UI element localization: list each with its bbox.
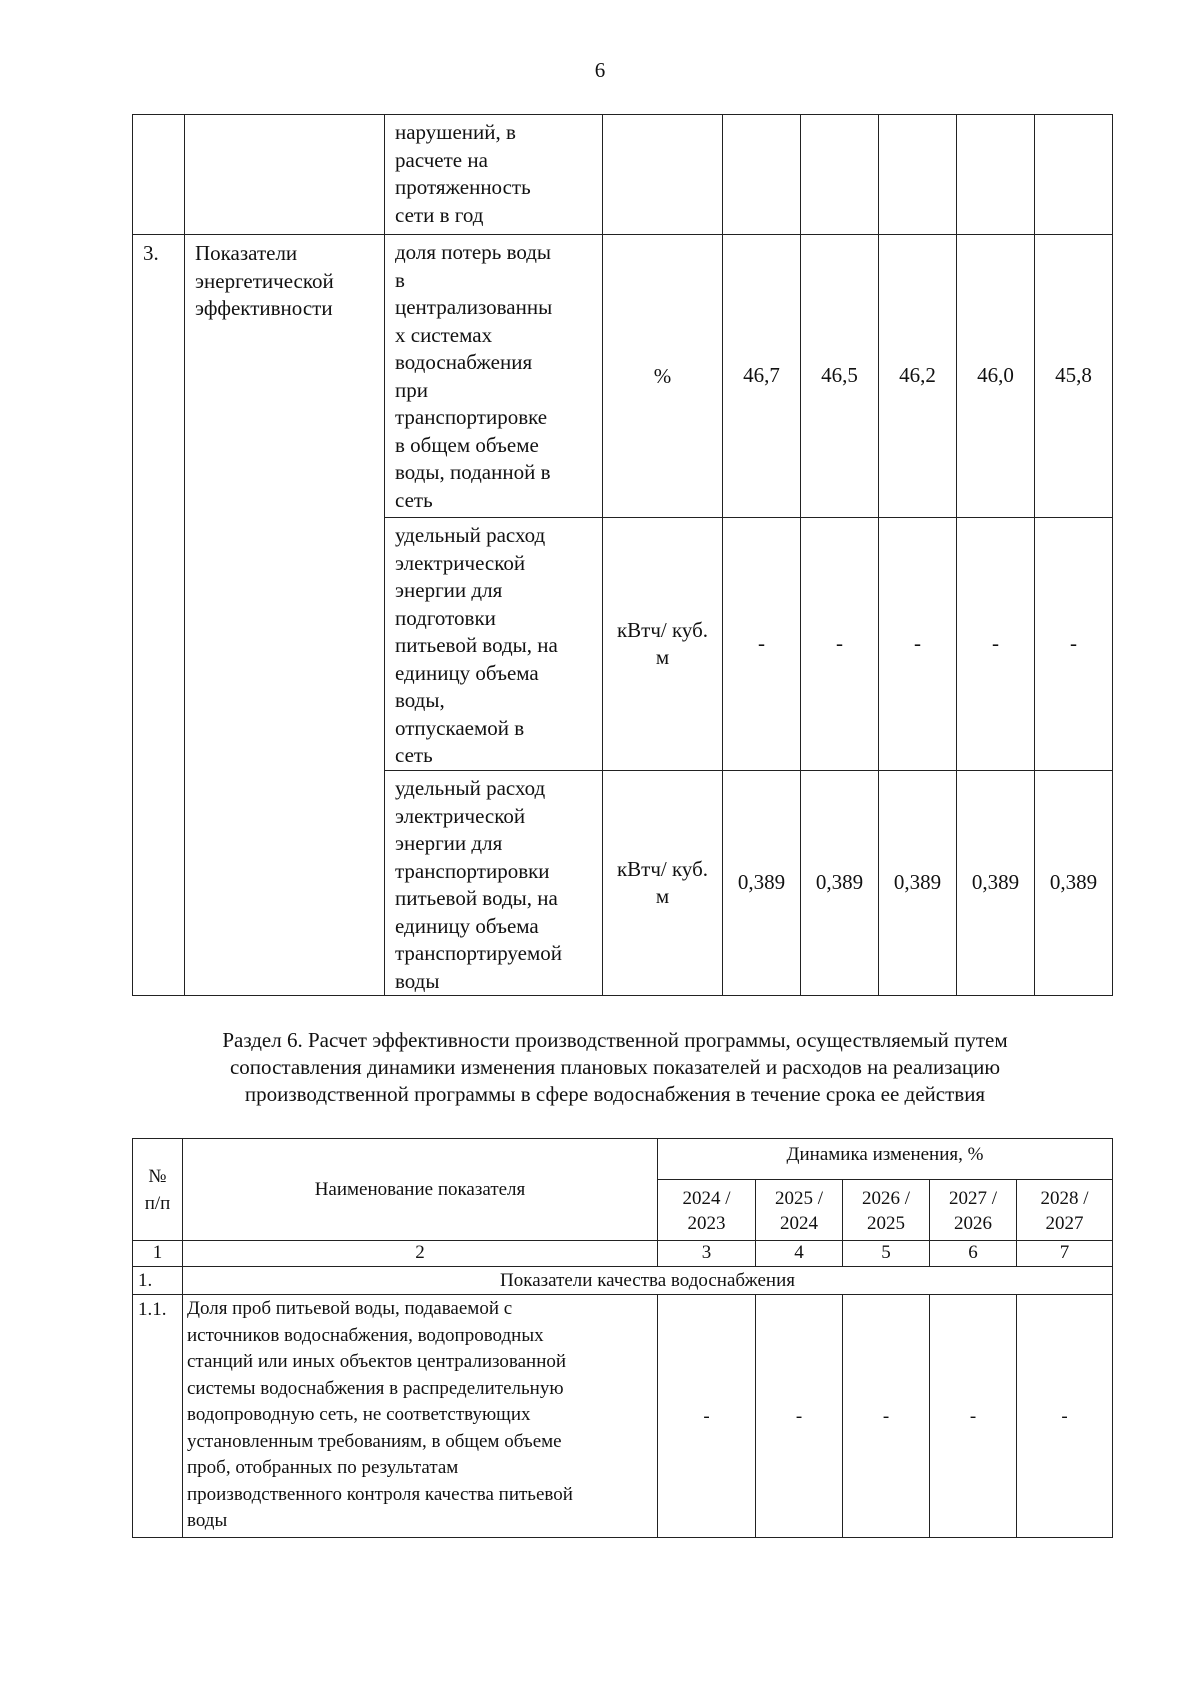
column-number-cell: 5 — [843, 1241, 930, 1267]
group-cell — [185, 115, 385, 235]
unit-cell — [603, 235, 723, 518]
indicator-line: в — [395, 267, 405, 292]
header-year-cell — [756, 1180, 843, 1241]
indicator-line: водоснабжения — [395, 350, 533, 374]
indicator-line: воды — [395, 968, 440, 993]
indicator-line: транспортируемой — [395, 941, 562, 965]
group-number-cell: 3. — [133, 235, 185, 996]
indicator-line: при — [395, 377, 428, 402]
indicator-line: доля потерь воды — [395, 240, 552, 264]
value-cell: - — [801, 518, 879, 771]
value-cell: 0,389 — [879, 771, 957, 996]
indicator-cell — [385, 771, 603, 996]
section-label-cell: Показатели качества водоснабжения — [183, 1267, 1113, 1295]
indicator-line: единицу объема — [395, 660, 539, 685]
row-name-line: водопроводную сеть, не соответствующих — [187, 1404, 531, 1425]
row-name-line: источников водоснабжения, водопроводных — [187, 1324, 544, 1346]
num-cell — [133, 115, 185, 235]
indicator-line: энергии для — [395, 831, 503, 855]
indicator-line: протяженность — [395, 175, 531, 199]
header-year-line: 2026 — [954, 1213, 992, 1234]
column-number-cell: 6 — [930, 1241, 1017, 1267]
section-title-line: Раздел 6. Расчет эффективности производственной программы, осуществляемый путем — [222, 1028, 1008, 1052]
unit-line: м — [655, 645, 670, 669]
indicator-line: сеть — [395, 743, 433, 767]
group-name-line: Показатели — [195, 241, 298, 265]
value-cell: 46,5 — [801, 235, 879, 518]
value-cell: - — [957, 518, 1035, 771]
indicator-line: удельный расход — [395, 523, 546, 547]
indicator-line: электрической — [395, 550, 526, 575]
value-cell: 0,389 — [1035, 771, 1113, 996]
value-cell — [801, 115, 879, 235]
unit-cell — [603, 771, 723, 996]
unit-line: кВтч/ куб. — [616, 857, 709, 881]
indicator-cell — [385, 235, 603, 518]
column-numbers-row — [133, 1241, 1113, 1267]
header-year-line: 2027 — [1045, 1213, 1084, 1234]
group-name-line: эффективности — [195, 296, 333, 320]
section-title-line: сопоставления динамики изменения плановых показателей и расходов на реализацию — [229, 1055, 1001, 1079]
value-cell: 45,8 — [1035, 235, 1113, 518]
value-cell: 0,389 — [723, 771, 801, 996]
unit-line: м — [655, 884, 670, 908]
value-cell — [957, 115, 1035, 235]
indicator-line: питьевой воды, на — [395, 633, 558, 657]
indicator-line: расчете на — [395, 147, 488, 172]
row-name-line: производственного контроля качества питьевой — [187, 1483, 573, 1505]
header-year-line: 2024 / — [682, 1188, 731, 1209]
value-cell — [723, 115, 801, 235]
value-cell: 46,2 — [879, 235, 957, 518]
header-year-cell — [658, 1180, 756, 1241]
header-year-cell — [843, 1180, 930, 1241]
unit-line: кВтч/ куб. — [616, 618, 709, 642]
table-row — [133, 1295, 1113, 1538]
table-row-continuation — [133, 115, 1113, 235]
header-year-line: 2027 / — [948, 1188, 998, 1209]
indicators-table — [132, 114, 1113, 996]
section-title — [150, 1027, 1080, 1108]
section-title-line: производственной программы в сфере водоснабжения в течение срока ее действия — [244, 1082, 986, 1106]
row-name-line: воды — [187, 1510, 228, 1531]
column-number-cell: 3 — [658, 1241, 756, 1267]
header-year-line: 2025 / — [774, 1188, 824, 1209]
row-name-line: станций или иных объектов централизованной — [187, 1351, 567, 1372]
indicator-line: питьевой воды, на — [395, 886, 558, 910]
indicator-line: удельный расход — [395, 776, 546, 800]
header-row — [133, 1139, 1113, 1180]
row-num-cell: 1.1. — [133, 1295, 183, 1538]
group-name-line: энергетической — [195, 268, 334, 293]
value-cell: - — [1035, 518, 1113, 771]
table-row — [133, 235, 1113, 518]
indicator-line: х системах — [395, 322, 493, 347]
indicator-line: сеть — [395, 487, 433, 512]
header-year-line: 2025 — [867, 1213, 905, 1234]
indicator-line: электрической — [395, 803, 526, 828]
value-cell: - — [930, 1295, 1017, 1538]
indicator-line: отпускаемой в — [395, 715, 525, 740]
value-cell: - — [843, 1295, 930, 1538]
row-name-line: системы водоснабжения в распределительную — [187, 1377, 564, 1399]
header-year-line: 2028 / — [1040, 1188, 1089, 1209]
indicator-line: транспортировке — [395, 405, 548, 429]
indicator-line: воды, поданной в — [395, 460, 551, 484]
indicator-line: сети в год — [395, 202, 484, 227]
row-name-line: установленным требованиям, в общем объеме — [187, 1430, 562, 1452]
header-num-line: п/п — [144, 1192, 171, 1214]
indicator-line: подготовки — [395, 605, 496, 630]
value-cell: - — [879, 518, 957, 771]
header-dynamics-cell: Динамика изменения, % — [658, 1139, 1113, 1180]
dynamics-table — [132, 1138, 1113, 1538]
page-number: 6 — [594, 58, 606, 82]
row-name-line: проб, отобранных по результатам — [187, 1457, 459, 1478]
header-year-line: 2024 — [780, 1213, 818, 1234]
group-name-cell — [185, 235, 385, 996]
row-name-line: Доля проб питьевой воды, подаваемой с — [187, 1298, 513, 1319]
indicator-line: энергии для — [395, 578, 503, 602]
value-cell — [879, 115, 957, 235]
unit-line: % — [653, 363, 672, 388]
indicator-line: централизованны — [395, 295, 553, 319]
unit-cell — [603, 518, 723, 771]
indicator-cell — [385, 518, 603, 771]
value-cell: - — [756, 1295, 843, 1538]
value-cell: 46,7 — [723, 235, 801, 518]
indicator-line: транспортировки — [395, 858, 550, 883]
unit-cell — [603, 115, 723, 235]
header-year-line: 2023 — [687, 1213, 726, 1234]
value-cell — [1035, 115, 1113, 235]
header-year-cell — [1017, 1180, 1113, 1241]
header-name-cell: Наименование показателя — [183, 1139, 658, 1241]
header-year-cell — [930, 1180, 1017, 1241]
value-cell: - — [1017, 1295, 1113, 1538]
header-num-cell — [133, 1139, 183, 1241]
row-name-cell — [183, 1295, 658, 1538]
indicator-line: в общем объеме — [395, 432, 539, 457]
header-num-line: № — [148, 1166, 167, 1187]
indicator-line: единицу объема — [395, 913, 539, 938]
section-row — [133, 1267, 1113, 1295]
indicator-cell — [385, 115, 603, 235]
indicator-line: нарушений, в — [395, 120, 516, 144]
value-cell: - — [723, 518, 801, 771]
column-number-cell: 7 — [1017, 1241, 1113, 1267]
column-number-cell: 1 — [133, 1241, 183, 1267]
column-number-cell: 2 — [183, 1241, 658, 1267]
value-cell: 0,389 — [801, 771, 879, 996]
header-year-line: 2026 / — [861, 1188, 911, 1209]
indicator-line: воды, — [395, 688, 445, 712]
column-number-cell: 4 — [756, 1241, 843, 1267]
value-cell: - — [658, 1295, 756, 1538]
value-cell: 46,0 — [957, 235, 1035, 518]
value-cell: 0,389 — [957, 771, 1035, 996]
section-num-cell: 1. — [133, 1267, 183, 1295]
